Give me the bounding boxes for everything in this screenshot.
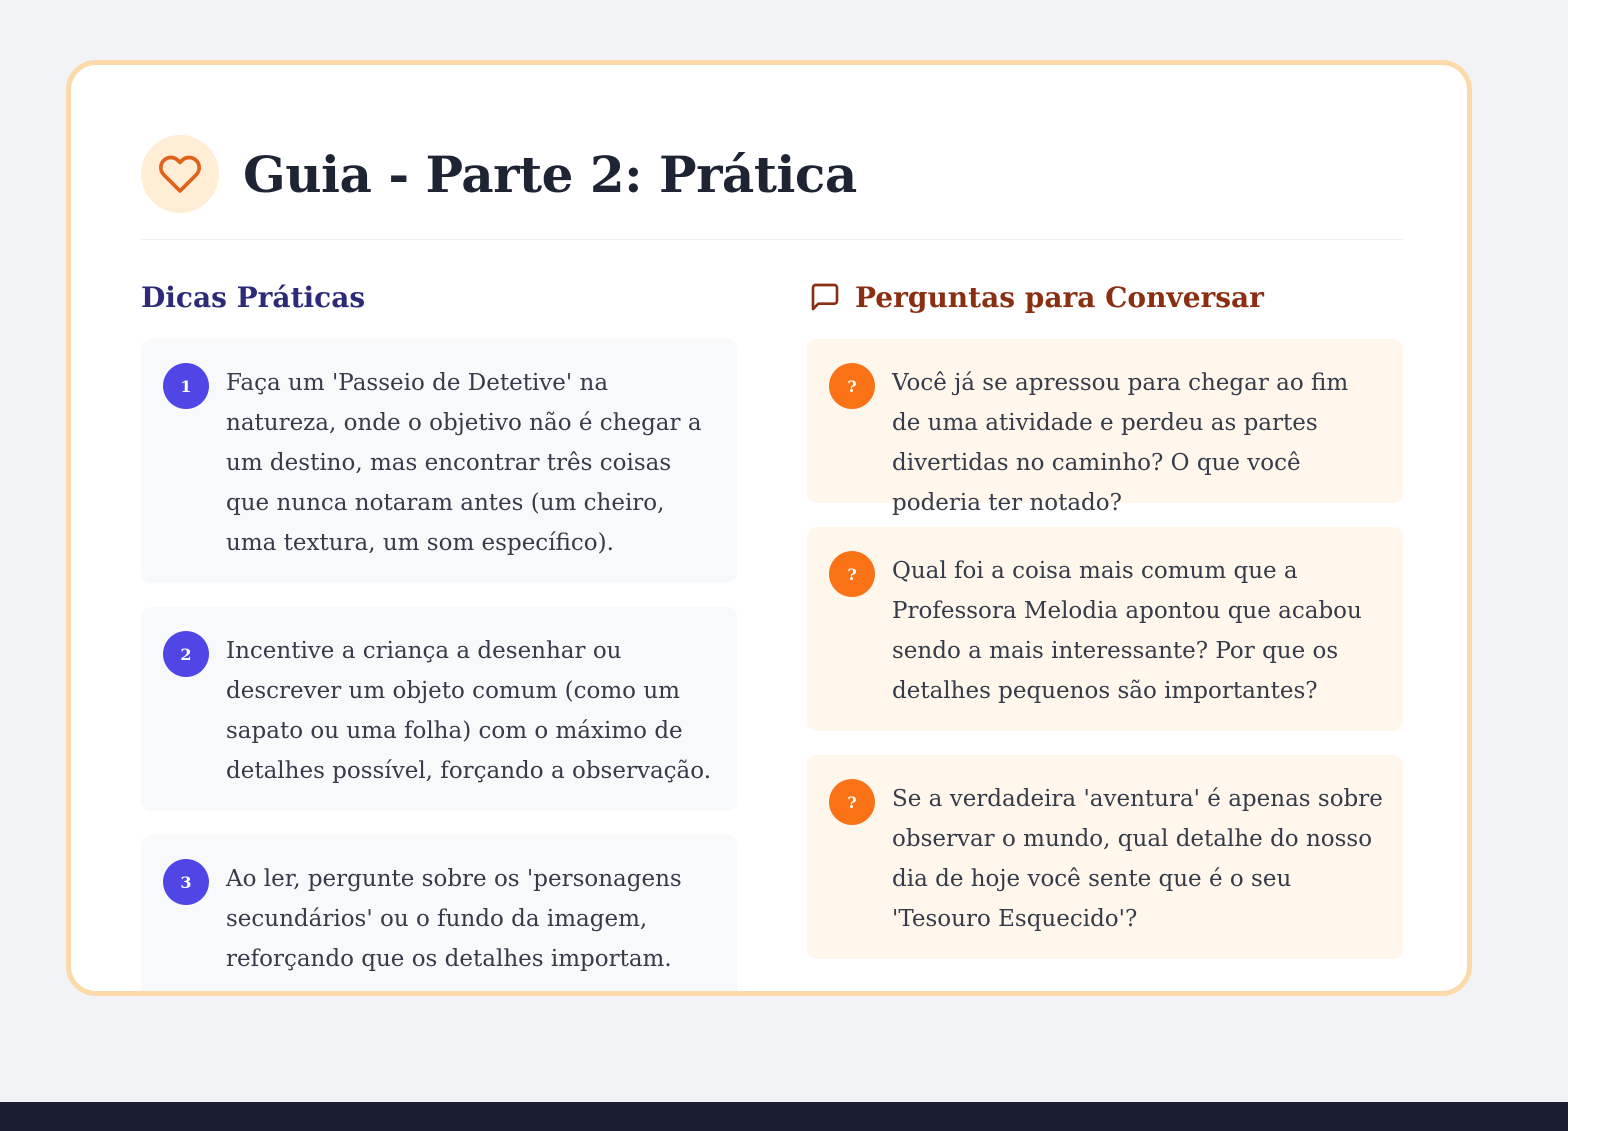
questions-list [807,339,1403,959]
questions-section-title [807,275,1403,319]
questions-column [807,275,1403,959]
tip-item [141,607,737,811]
tip-text: Ao ler, pergunte sobre os 'personagens secundários' ou o fundo da imagem, reforçando que os detalhes importam. [226,866,682,972]
question-badge: ? [829,551,875,597]
question-item [807,339,1403,516]
heart-icon [158,152,202,196]
page-title: Guia - Parte 2: Prática [243,145,857,204]
question-text: Se a verdadeira 'aventura' é apenas sobre observar o mundo, qual detalhe do nosso dia de hoje você sente que é o seu 'Tesouro Esquecido'? [892,786,1383,932]
guide-card [66,60,1472,996]
question-badge: ? [829,779,875,825]
question-item [807,527,1403,731]
tips-section-title [141,275,737,319]
tip-item [141,835,737,996]
tip-item [141,339,737,583]
question-item [807,755,1403,959]
tip-number-badge: 3 [163,859,209,905]
footer-bar [0,1102,1568,1131]
tip-text: Faça um 'Passeio de Detetive' na natureza, onde o objetivo não é chegar a um destino, mas encontrar três coisas que nunca notaram antes (um cheiro, uma textura, um som específico). [226,370,702,556]
question-text: Você já se apressou para chegar ao fim de uma atividade e perdeu as partes divertidas no caminho? O que você poderia ter notado? [892,370,1349,516]
questions-section-title-text: Perguntas para Conversar [855,280,1264,314]
question-badge: ? [829,363,875,409]
card-header [141,135,1403,240]
tip-number-badge: 2 [163,631,209,677]
tip-number-badge: 1 [163,363,209,409]
tip-text: Incentive a criança a desenhar ou descrever um objeto comum (como um sapato ou uma folha) com o máximo de detalhes possível, forçando a observação. [226,638,711,784]
question-text: Qual foi a coisa mais comum que a Professora Melodia apontou que acabou sendo a mais interessante? Por que os detalhes pequenos são importantes? [892,558,1362,704]
chat-bubble-icon [809,281,841,313]
tips-section-title-text: Dicas Práticas [141,280,366,314]
tips-list [141,339,737,996]
tips-column [141,275,737,996]
heart-icon-circle [141,135,219,213]
